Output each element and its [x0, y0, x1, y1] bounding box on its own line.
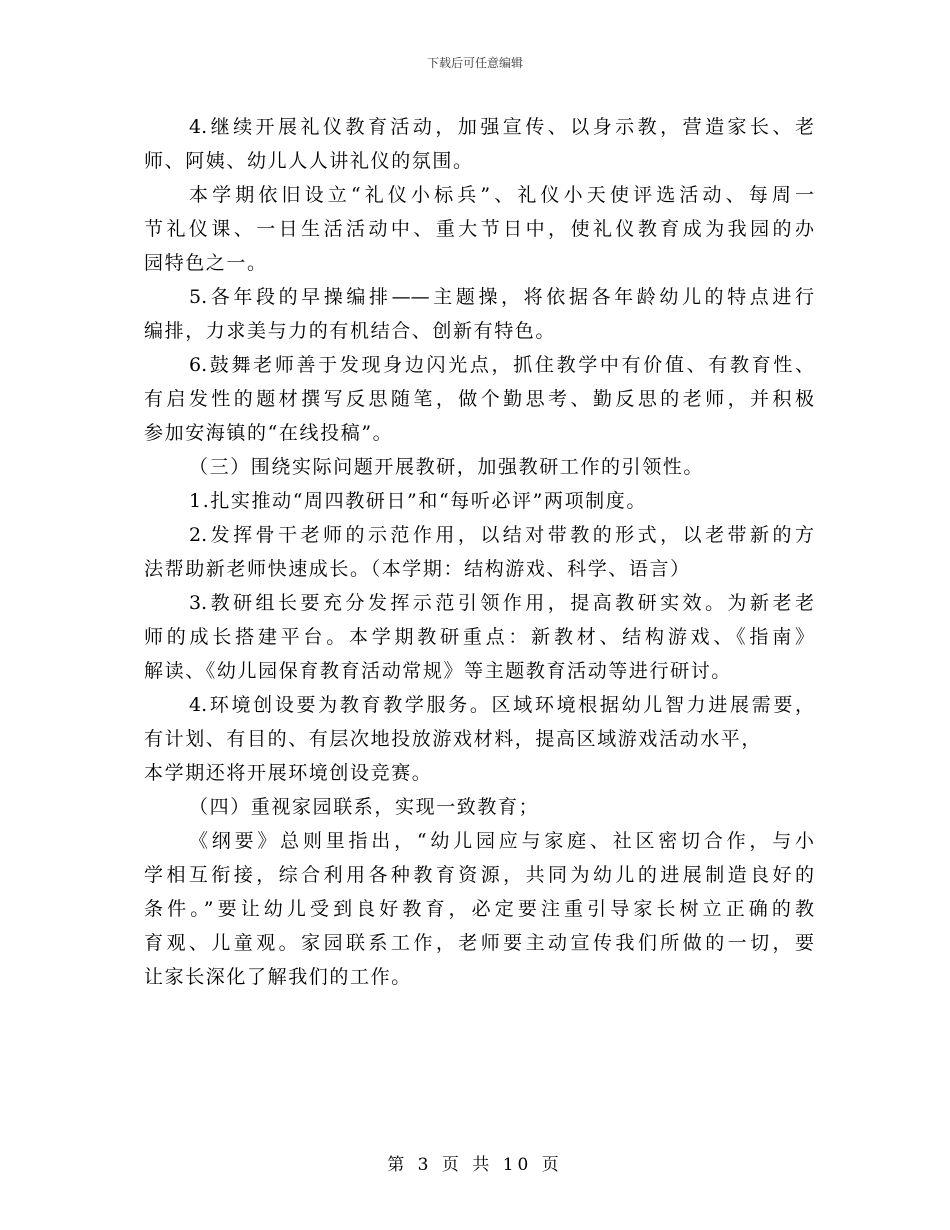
text-line: 有计划、有目的、有层次地投放游戏材料，提高区域游戏活动水平，	[144, 728, 763, 750]
text-line: 3.教研组长要充分发挥示范引领作用，提高教研实效。为新老老	[189, 592, 814, 614]
text-line: 园特色之一。	[144, 252, 268, 274]
text-line: 本学期依旧设立“礼仪小标兵”、礼仪小天使评选活动、每周一	[189, 184, 814, 206]
text-line: 5.各年段的早操编排——主题操，将依据各年龄幼儿的特点进行	[189, 286, 814, 308]
text-line: 《纲要》总则里指出，“幼儿园应与家庭、社区密切合作，与小	[189, 830, 814, 852]
text-line: （三）围绕实际问题开展教研，加强教研工作的引领性。	[189, 456, 705, 478]
text-line: 2.发挥骨干老师的示范作用，以结对带教的形式，以老带新的方	[189, 524, 814, 546]
text-line: （四）重视家园联系，实现一致教育；	[189, 796, 540, 818]
page-header: 下载后可任意编辑	[426, 56, 523, 70]
document-body	[144, 110, 814, 994]
text-line: 学相互衔接，综合利用各种教育资源，共同为幼儿的进展制造良好的	[144, 864, 814, 886]
text-line: 参加安海镇的“在线投稿”。	[144, 422, 394, 444]
text-line: 条件。”要让幼儿受到良好教育，必定要注重引导家长树立正确的教	[144, 898, 814, 920]
text-line: 法帮助新老师快速成长。（本学期：结构游戏、科学、语言）	[144, 558, 691, 580]
text-line: 育观、儿童观。家园联系工作，老师要主动宣传我们所做的一切，要	[144, 932, 814, 954]
text-line: 让家长深化了解我们的工作。	[144, 966, 412, 988]
text-line: 解读、《幼儿园保育教育活动常规》等主题教育活动等进行研讨。	[144, 660, 732, 682]
text-line: 有启发性的题材撰写反思随笔，做个勤思考、勤反思的老师，并积极	[144, 388, 814, 410]
text-line: 师的成长搭建平台。本学期教研重点：新教材、结构游戏、《指南》	[144, 626, 814, 648]
page-number: 第 3 页 共 10 页	[387, 1155, 563, 1175]
text-line: 师、阿姨、幼儿人人讲礼仪的氛围。	[144, 150, 474, 172]
text-line: 6.鼓舞老师善于发现身边闪光点，抓住教学中有价值、有教育性、	[189, 354, 814, 376]
text-line: 1.扎实推动“周四教研日”和“每听必评”两项制度。	[189, 490, 647, 512]
text-line: 节礼仪课、一日生活活动中、重大节日中，使礼仪教育成为我园的办	[144, 218, 814, 240]
text-line: 本学期还将开展环境创设竞赛。	[144, 762, 433, 784]
text-line: 编排，力求美与力的有机结合、创新有特色。	[144, 320, 557, 342]
text-line: 4.环境创设要为教育教学服务。区域环境根据幼儿智力进展需要，	[189, 694, 814, 716]
text-line: 4.继续开展礼仪教育活动，加强宣传、以身示教，营造家长、老	[189, 116, 814, 138]
